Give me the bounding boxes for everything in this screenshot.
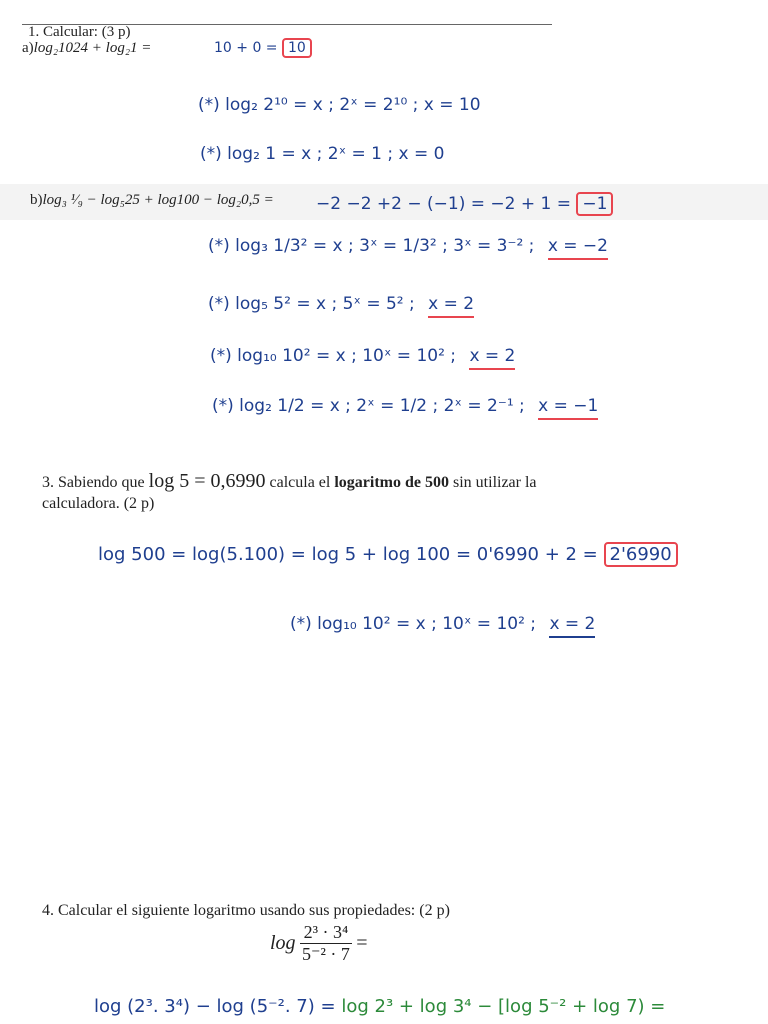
q1a-step1: (*) log₂ 2¹⁰ = x ; 2ˣ = 2¹⁰ ; x = 10 [198, 95, 481, 115]
q3-step-text: (*) log₁₀ 10² = x ; 10ˣ = 10² ; [290, 614, 537, 634]
q1b-result: −2 −2 +2 − (−1) = −2 + 1 = [316, 194, 571, 214]
q1a-step2: (*) log₂ 1 = x ; 2ˣ = 1 ; x = 0 [200, 144, 445, 164]
q1b-step1-text: (*) log₃ 1/3² = x ; 3ˣ = 1/3² ; 3ˣ = 3⁻² ; [208, 236, 535, 256]
q3-text-c: sin utilizar la [453, 474, 537, 491]
q1b-label: b) [30, 192, 43, 208]
q1b-expression [30, 192, 274, 209]
q1b-step3 [210, 346, 515, 366]
q1a-result: 10 + 0 = [214, 40, 278, 56]
q4-work-line [94, 996, 665, 1017]
q1a-result-line [214, 38, 312, 58]
q1b-expr: log₃ ¹⁄₉ − log₅25 + log100 − log₂0,5 = [42, 192, 274, 208]
q4-title: 4. Calcular el siguiente logaritmo usando sus propiedades: (2 p) [42, 902, 450, 919]
q3-work-line [98, 542, 678, 567]
q3-step-answer: x = 2 [549, 614, 595, 638]
q3-text-log: log 5 = 0,6990 [148, 470, 266, 492]
q1b-step4-answer: x = −1 [538, 396, 598, 420]
q3-text-b: calcula el [269, 474, 331, 491]
q1b-answer: −1 [576, 192, 613, 216]
q1b-result-line [316, 192, 613, 216]
q1-title: 1. Calcular: (3 p) [28, 24, 131, 40]
q4-expr-eq: = [356, 931, 368, 954]
q1b-step1 [208, 236, 608, 256]
q3-text-bold: logaritmo de 500 [334, 474, 449, 491]
q1b-step1-answer: x = −2 [548, 236, 608, 260]
q4-expression [270, 922, 368, 964]
q1b-step3-answer: x = 2 [469, 346, 515, 370]
q1b-step2-text: (*) log₅ 5² = x ; 5ˣ = 5² ; [208, 294, 415, 314]
q1a-label: a) [22, 40, 34, 56]
q4-work-a: log (2³. 3⁴) − log (5⁻². 7) = [94, 996, 336, 1017]
q1a-answer: 10 [282, 38, 312, 58]
q4-expr-numerator: 2³ · 3⁴ [300, 922, 353, 944]
q1b-step3-text: (*) log₁₀ 10² = x ; 10ˣ = 10² ; [210, 346, 457, 366]
q3-statement-line1 [42, 470, 537, 493]
q4-work-b: log 2³ + log 3⁴ − [log 5⁻² + log 7) = [341, 996, 666, 1017]
q1b-step4-text: (*) log₂ 1/2 = x ; 2ˣ = 1/2 ; 2ˣ = 2⁻¹ ; [212, 396, 525, 416]
q3-answer: 2'6990 [604, 542, 678, 567]
q4-expr-log: log [270, 931, 296, 954]
q1b-step2 [208, 294, 474, 314]
q3-text-a: 3. Sabiendo que [42, 474, 145, 491]
q3-text-d: calculadora. (2 p) [42, 495, 155, 512]
q1b-step4 [212, 396, 598, 416]
q1a-expression [22, 40, 151, 57]
q1a-expr: log₂1024 + log₂1 = [33, 40, 152, 56]
q3-work: log 500 = log(5.100) = log 5 + log 100 = 0'6990 + 2 = [98, 544, 598, 565]
q4-fraction [300, 922, 353, 964]
q1b-step2-answer: x = 2 [428, 294, 474, 318]
q4-expr-denominator: 5⁻² · 7 [301, 943, 350, 964]
q3-step [290, 614, 595, 634]
